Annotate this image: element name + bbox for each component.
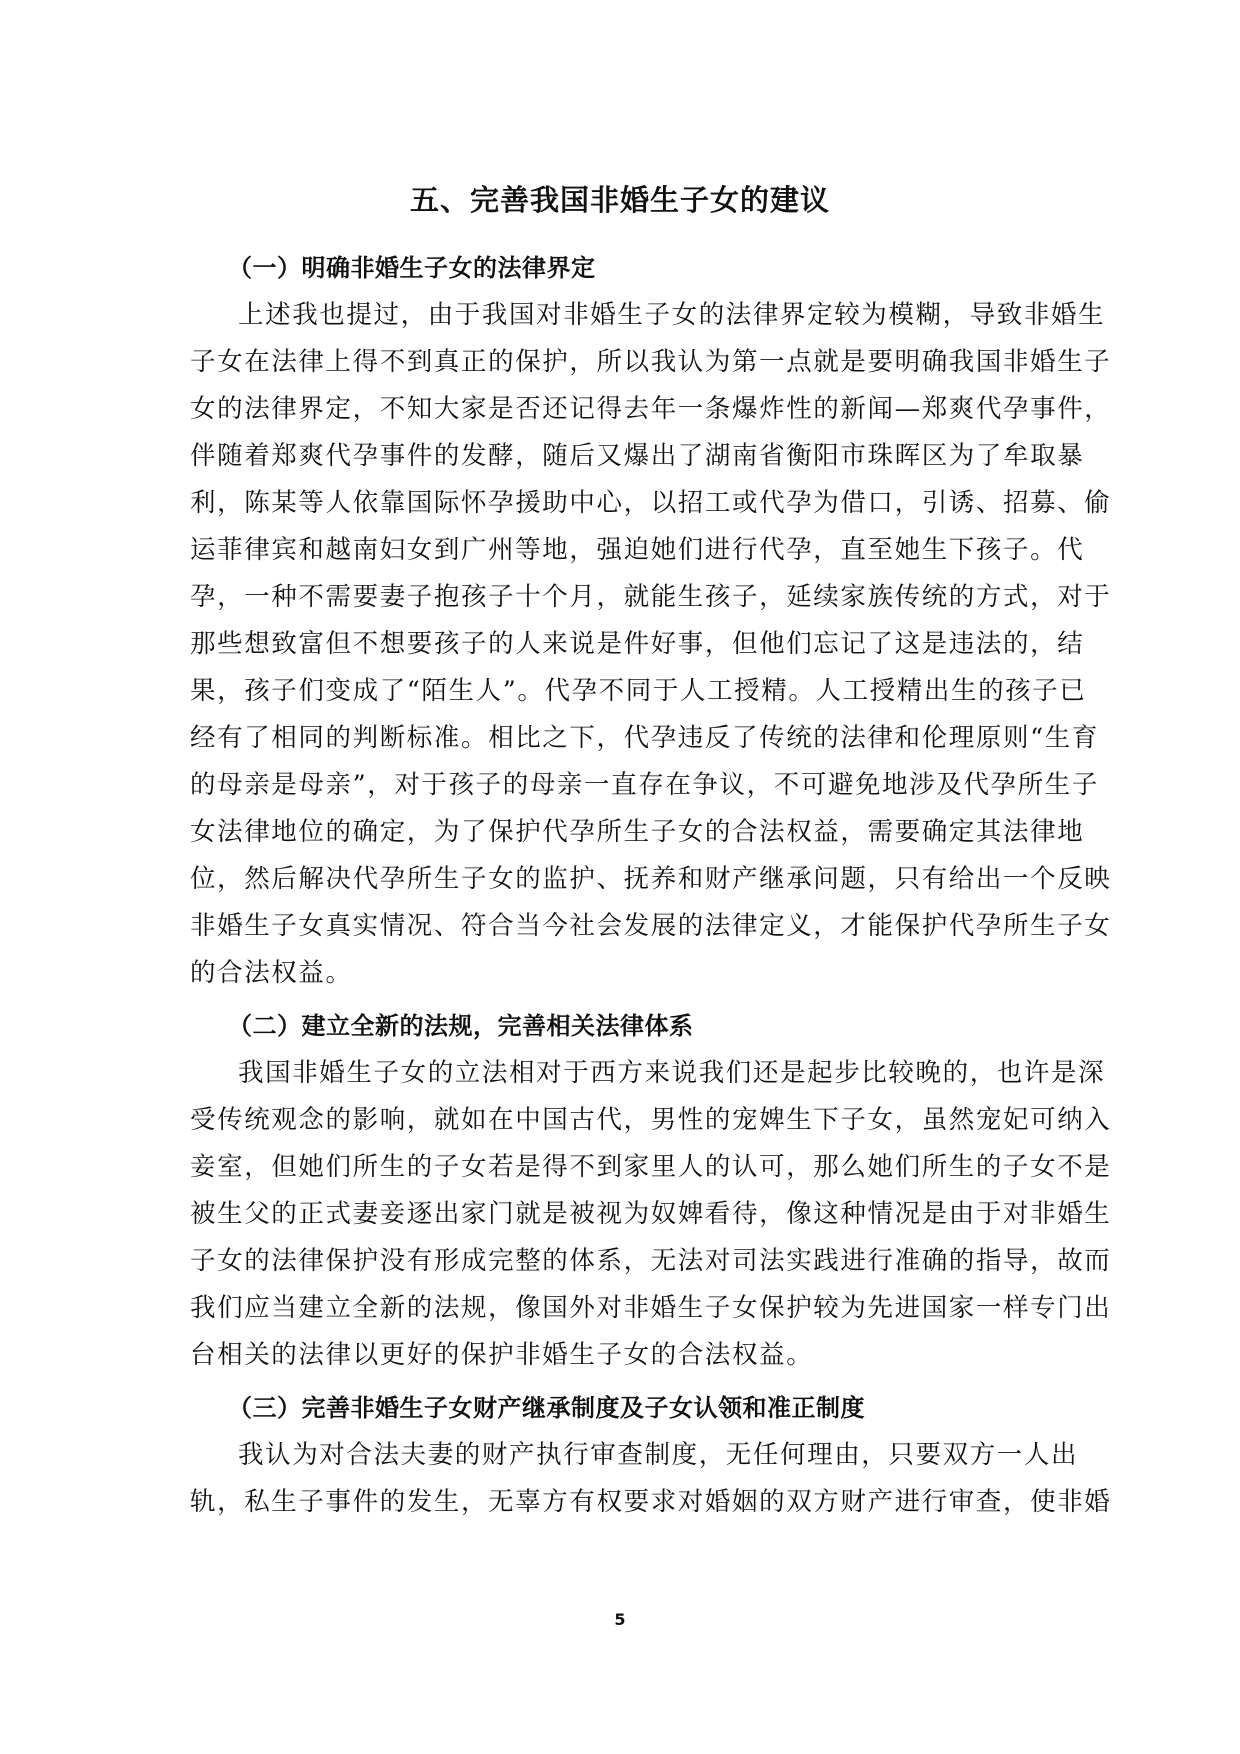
paragraph-line: 利，陈某等人依靠国际怀孕援助中心，以招工或代孕为借口，引诱、招募、偷 [190,488,1112,518]
paragraph-line: 的母亲是母亲”，对于孩子的母亲一直存在争议，不可避免地涉及代孕所生子 [190,770,1099,800]
paragraph-line: 妾室，但她们所生的子女若是得不到家里人的认可，那么她们所生的子女不是 [190,1152,1112,1182]
page-number: 5 [614,1610,626,1629]
section-heading-2: （二）建立全新的法规，完善相关法律体系 [228,1012,694,1040]
paragraph-line: 经有了相同的判断标准。相比之下，代孕违反了传统的法律和伦理原则“生育 [190,723,1099,753]
paragraph-line: 子女的法律保护没有形成完整的体系，无法对司法实践进行准确的指导，故而 [190,1246,1112,1276]
paragraph-line: 孕，一种不需要妻子抱孩子十个月，就能生孩子，延续家族传统的方式，对于 [190,582,1112,612]
paragraph-line: 受传统观念的影响，就如在中国古代，男性的宠婢生下子女，虽然宠妃可纳入 [190,1105,1112,1135]
chapter-title: 五、完善我国非婚生子女的建议 [409,183,830,217]
paragraph-line: 运菲律宾和越南妇女到广州等地，强迫她们进行代孕，直至她生下孩子。代 [190,535,1085,565]
section-heading-3: （三）完善非婚生子女财产继承制度及子女认领和准正制度 [228,1394,865,1422]
paragraph-line: 上述我也提过，由于我国对非婚生子女的法律界定较为模糊，导致非婚生 [238,300,1106,330]
paragraph-line: 轨，私生子事件的发生，无辜方有权要求对婚姻的双方财产进行审查，使非婚 [190,1487,1112,1517]
paragraph-line: 伴随着郑爽代孕事件的发酵，随后又爆出了湖南省衡阳市珠晖区为了牟取暴 [190,441,1085,471]
paragraph-line: 非婚生子女真实情况、符合当今社会发展的法律定义，才能保护代孕所生子女 [190,911,1112,941]
paragraph-line: 果，孩子们变成了“陌生人”。代孕不同于人工授精。人工授精出生的孩子已 [190,676,1087,706]
paragraph-line: 子女在法律上得不到真正的保护，所以我认为第一点就是要明确我国非婚生子 [190,347,1112,377]
section-heading-1: （一）明确非婚生子女的法律界定 [228,254,596,282]
paragraph-line: 女的法律界定，不知大家是否还记得去年一条爆炸性的新闻—郑爽代孕事件， [190,394,1112,424]
paragraph-line: 我国非婚生子女的立法相对于西方来说我们还是起步比较晚的，也许是深 [238,1058,1106,1088]
paragraph-line: 被生父的正式妻妾逐出家门就是被视为奴婢看待，像这种情况是由于对非婚生 [190,1199,1112,1229]
paragraph-line: 的合法权益。 [190,958,353,988]
paragraph-line: 我们应当建立全新的法规，像国外对非婚生子女保护较为先进国家一样专门出 [190,1293,1112,1323]
paragraph-line: 我认为对合法夫妻的财产执行审查制度，无任何理由，只要双方一人出 [238,1440,1079,1470]
paragraph-line: 那些想致富但不想要孩子的人来说是件好事，但他们忘记了这是违法的，结 [190,629,1085,659]
paragraph-line: 台相关的法律以更好的保护非婚生子女的合法权益。 [190,1340,814,1370]
paragraph-line: 位，然后解决代孕所生子女的监护、抚养和财产继承问题，只有给出一个反映 [190,864,1112,894]
paragraph-line: 女法律地位的确定，为了保护代孕所生子女的合法权益，需要确定其法律地 [190,817,1085,847]
